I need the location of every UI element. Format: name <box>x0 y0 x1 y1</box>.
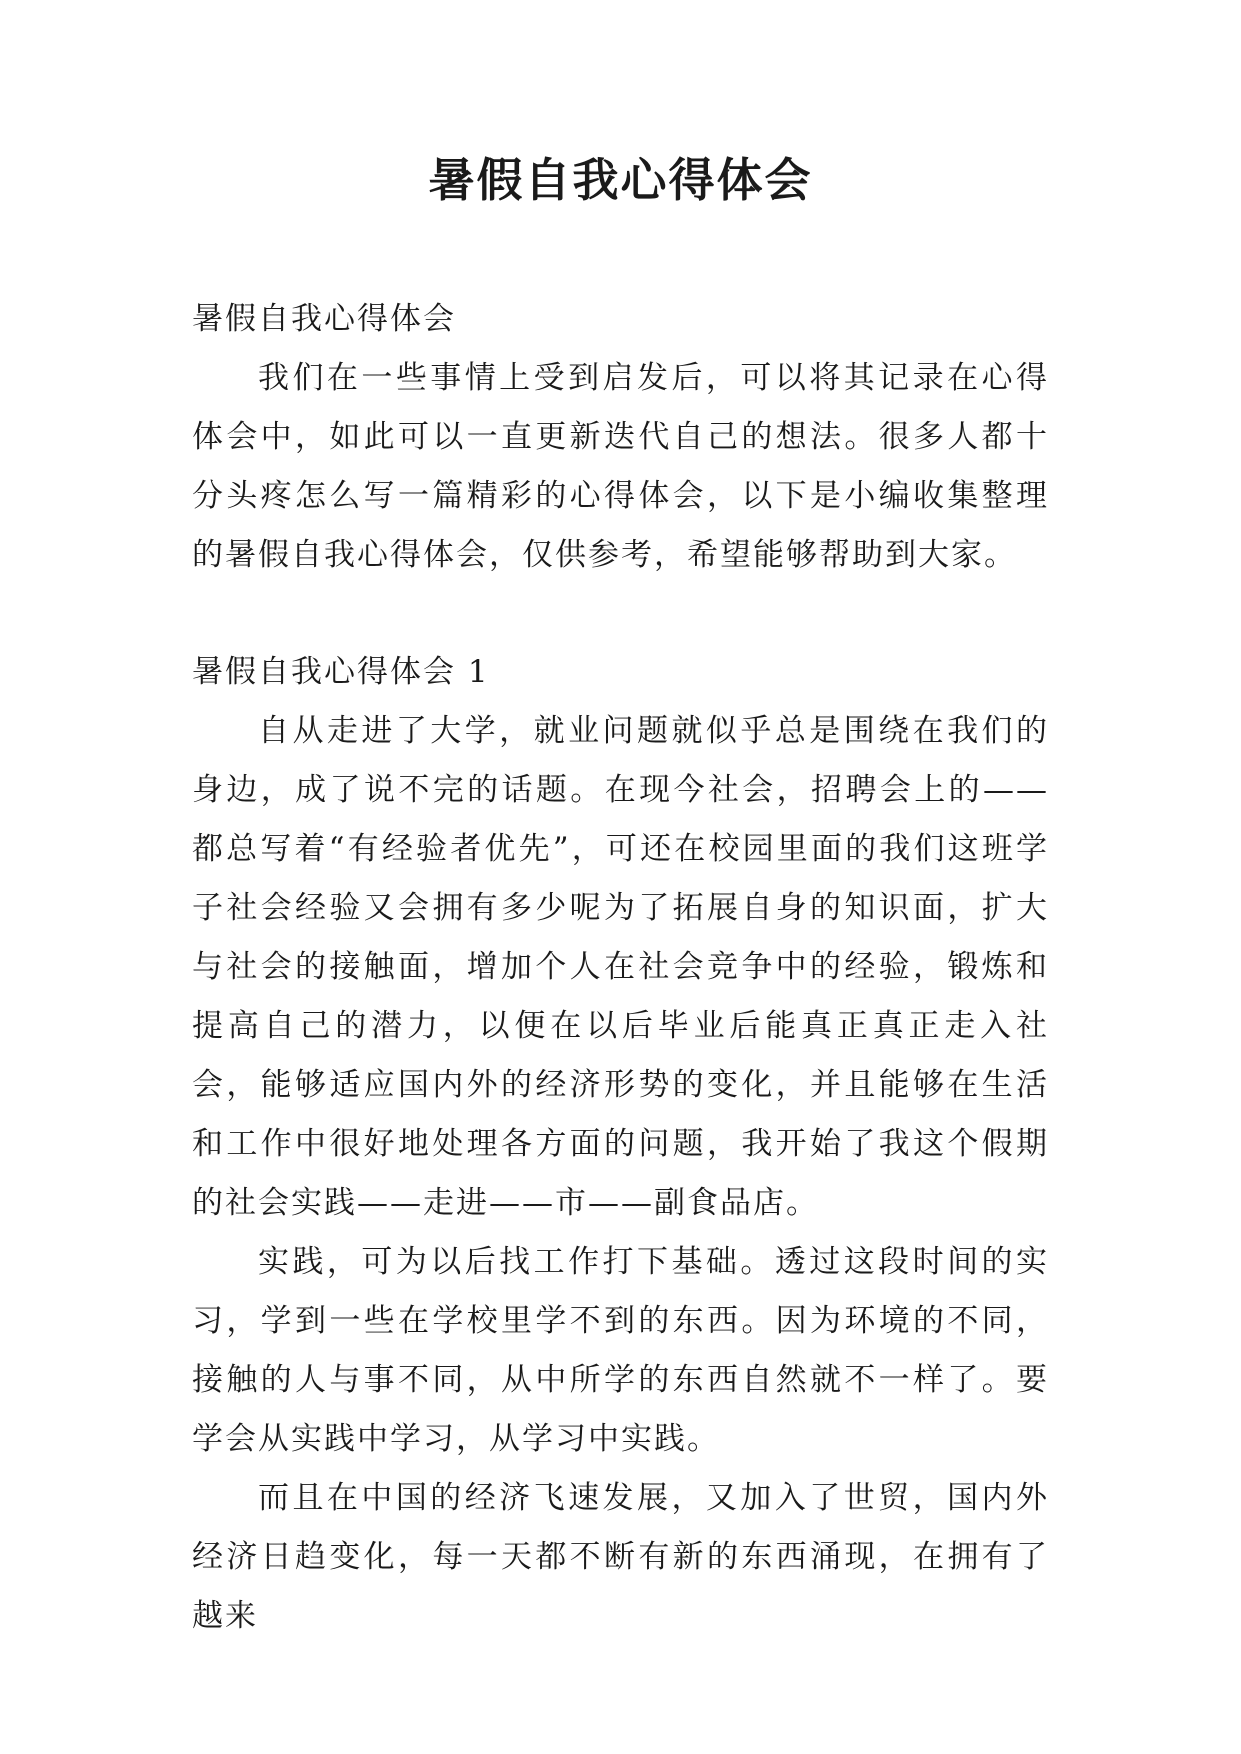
document-body <box>192 290 1049 1646</box>
section1-paragraph-1: 自从走进了大学，就业问题就似乎总是围绕在我们的身边，成了说不完的话题。在现今社会，招聘会上的——都总写着“有经验者优先”，可还在校园里面的我们这班学子社会经验又会拥有多少呢为了拓展自身的知识面，扩大与社会的接触面，增加个人在社会竞争中的经验，锻炼和提高自己的潜力，以便在以后毕业后能真正真正走入社会，能够适应国内外的经济形势的变化，并且能够在生活和工作中很好地处理各方面的问题，我开始了我这个假期的社会实践——走进——市——副食品店。 <box>192 713 1049 1221</box>
intro-heading: 暑假自我心得体会 <box>192 301 456 337</box>
section-gap <box>192 585 1049 643</box>
document-title: 暑假自我心得体会 <box>428 153 813 207</box>
section1-heading: 暑假自我心得体会 1 <box>192 654 490 690</box>
intro-paragraph: 我们在一些事情上受到启发后，可以将其记录在心得体会中，如此可以一直更新迭代自己的想法。很多人都十分头疼怎么写一篇精彩的心得体会，以下是小编收集整理的暑假自我心得体会，仅供参考，希望能够帮助到大家。 <box>192 360 1049 573</box>
section1-paragraph-2: 实践，可为以后找工作打下基础。透过这段时间的实习，学到一些在学校里学不到的东西。因为环境的不同，接触的人与事不同，从中所学的东西自然就不一样了。要学会从实践中学习，从学习中实践。 <box>192 1244 1049 1457</box>
section1-paragraph-3: 而且在中国的经济飞速发展，又加入了世贸，国内外经济日趋变化，每一天都不断有新的东西涌现，在拥有了越来 <box>192 1480 1049 1634</box>
